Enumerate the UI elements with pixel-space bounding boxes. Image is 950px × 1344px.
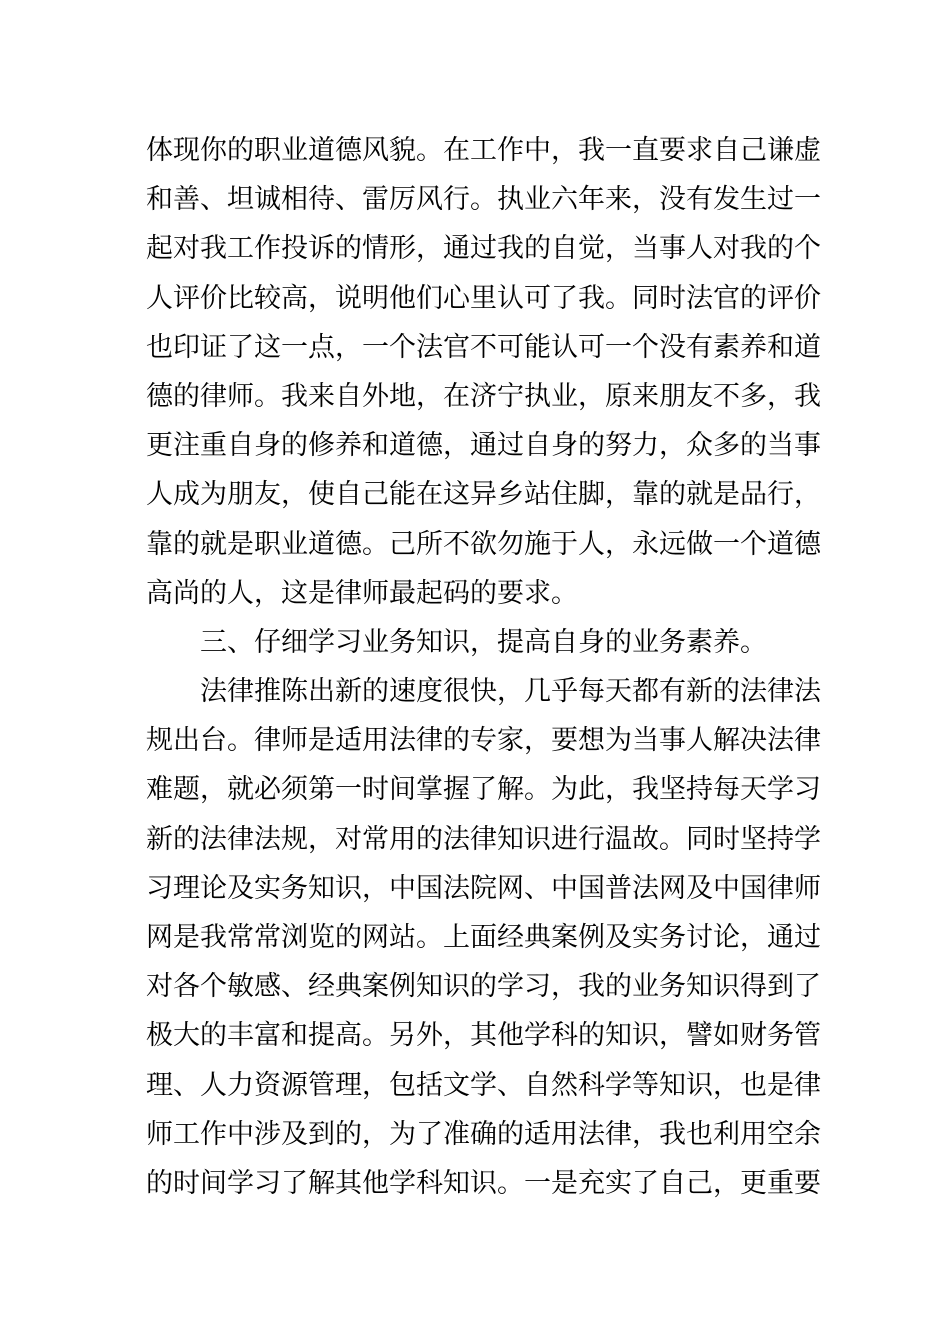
text-line: 难题，就必须第一时间掌握了解。为此，我坚持每天学习 bbox=[146, 774, 821, 806]
paragraph-start-line: 法律推陈出新的速度很快，几乎每天都有新的法律法 bbox=[200, 676, 821, 708]
text-line: 人评价比较高，说明他们心里认可了我。同时法官的评价 bbox=[146, 282, 821, 314]
text-line: 师工作中涉及到的，为了准确的适用法律，我也利用空余 bbox=[146, 1118, 821, 1150]
text-line: 的时间学习了解其他学科知识。一是充实了自己，更重要 bbox=[146, 1167, 821, 1199]
text-line: 极大的丰富和提高。另外，其他学科的知识，譬如财务管 bbox=[146, 1020, 821, 1052]
body-text bbox=[146, 126, 821, 1208]
text-line: 起对我工作投诉的情形，通过我的自觉，当事人对我的个 bbox=[146, 233, 821, 265]
text-line: 德的律师。我来自外地，在济宁执业，原来朋友不多，我 bbox=[146, 380, 821, 412]
text-line: 理、人力资源管理，包括文学、自然科学等知识，也是律 bbox=[146, 1069, 821, 1101]
text-line: 网是我常常浏览的网站。上面经典案例及实务讨论，通过 bbox=[146, 922, 821, 953]
text-line: 人成为朋友，使自己能在这异乡站住脚，靠的就是品行， bbox=[146, 479, 821, 511]
text-line: 对各个敏感、经典案例知识的学习，我的业务知识得到了 bbox=[146, 971, 821, 1003]
text-line: 习理论及实务知识，中国法院网、中国普法网及中国律师 bbox=[146, 872, 821, 904]
text-line: 体现你的职业道德风貌。在工作中，我一直要求自己谦虚 bbox=[146, 135, 821, 166]
text-line: 规出台。律师是适用法律的专家，要想为当事人解决法律 bbox=[146, 725, 821, 757]
text-line: 和善、坦诚相待、雷厉风行。执业六年来，没有发生过一 bbox=[146, 184, 821, 216]
text-line: 高尚的人，这是律师最起码的要求。 bbox=[146, 577, 578, 609]
text-line: 靠的就是职业道德。己所不欲勿施于人，永远做一个道德 bbox=[146, 528, 821, 560]
text-line: 也印证了这一点，一个法官不可能认可一个没有素养和道 bbox=[146, 331, 821, 363]
text-line: 更注重自身的修养和道德，通过自身的努力，众多的当事 bbox=[146, 430, 821, 462]
text-line: 新的法律法规，对常用的法律知识进行温故。同时坚持学 bbox=[146, 823, 821, 855]
section-heading: 三、仔细学习业务知识，提高自身的业务素养。 bbox=[200, 626, 767, 658]
